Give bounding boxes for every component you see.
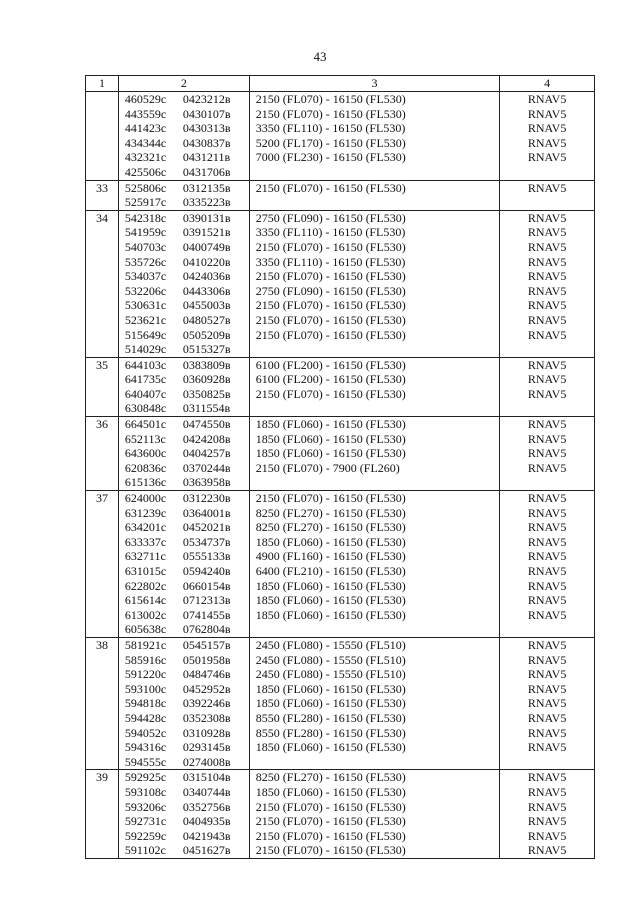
altitude-range: 2150 (FL070) - 7900 (FL260) — [255, 460, 400, 475]
coordinates-cell — [118, 92, 249, 181]
coordinate-point — [125, 843, 249, 858]
latitude: 591102с — [124, 843, 166, 858]
coordinate-point — [125, 622, 249, 637]
longitude: 0312230в — [182, 491, 231, 506]
coordinates-cell — [118, 637, 249, 769]
route-group-row — [86, 417, 595, 491]
altitude-range: 8550 (FL280) - 16150 (FL530) — [255, 710, 406, 725]
route-group-row — [86, 491, 595, 638]
longitude: 0350825в — [182, 386, 231, 401]
altitude-range: 2150 (FL070) - 16150 (FL530) — [255, 491, 406, 506]
coordinate-point — [125, 181, 249, 196]
altitude-range: 2150 (FL070) - 16150 (FL530) — [255, 327, 406, 342]
nav-spec: RNAV5 — [527, 578, 567, 593]
nav-spec: RNAV5 — [527, 607, 567, 622]
coordinate-point — [125, 829, 249, 844]
latitude: 613002с — [124, 607, 167, 622]
longitude: 0480527в — [182, 312, 231, 327]
nav-spec: RNAV5 — [527, 135, 567, 150]
latitude: 515649с — [124, 327, 167, 342]
nav-spec: RNAV5 — [527, 534, 567, 549]
coordinate-point — [125, 240, 249, 255]
route-group-row — [86, 770, 595, 859]
coordinate-point — [125, 121, 249, 136]
nav-spec: RNAV5 — [527, 106, 567, 121]
altitude-range: 8550 (FL280) - 16150 (FL530) — [255, 725, 406, 740]
nav-spec: RNAV5 — [527, 505, 567, 520]
nav-spec: RNAV5 — [527, 814, 567, 829]
longitude: 0474550в — [182, 417, 231, 432]
route-group-row — [86, 180, 595, 210]
coordinate-point — [125, 564, 249, 579]
altitude-range: 2150 (FL070) - 16150 (FL530) — [255, 386, 406, 401]
route-number: 38 — [86, 637, 119, 769]
longitude: 0363958в — [182, 475, 231, 490]
longitude: 0443306в — [182, 283, 231, 298]
nav-spec: RNAV5 — [527, 92, 567, 106]
coordinate-point — [125, 461, 249, 476]
nav-spec: RNAV5 — [527, 564, 567, 578]
longitude: 0762804в — [182, 622, 231, 637]
longitude: 0545157в — [182, 637, 231, 652]
header-col-1: 1 — [86, 76, 119, 92]
route-group-row — [86, 637, 595, 769]
latitude: 593108с — [124, 784, 167, 799]
coordinate-point — [125, 342, 249, 357]
altitude-range: 1850 (FL060) - 16150 (FL530) — [255, 446, 406, 461]
coordinates-cell — [118, 417, 249, 491]
latitude: 622802с — [124, 578, 167, 593]
nav-spec-cell — [500, 180, 595, 210]
coordinate-point — [125, 667, 249, 682]
altitude-cell — [249, 180, 499, 210]
longitude: 0315104в — [182, 770, 231, 785]
nav-spec-cell — [500, 417, 595, 491]
latitude: 594316с — [124, 740, 167, 755]
altitude-range: 1850 (FL060) - 16150 (FL530) — [255, 431, 406, 446]
latitude: 631015с — [124, 564, 167, 578]
coordinate-point — [125, 653, 249, 668]
latitude: 530631с — [124, 298, 167, 313]
latitude: 523621с — [124, 312, 167, 327]
longitude: 0274008в — [182, 754, 231, 769]
coordinate-point — [125, 417, 249, 432]
nav-spec: RNAV5 — [527, 446, 567, 461]
latitude: 615136с — [124, 475, 167, 490]
altitude-range: 2150 (FL070) - 16150 (FL530) — [255, 312, 406, 327]
latitude: 624000с — [124, 491, 167, 506]
longitude: 0430313в — [182, 121, 231, 136]
route-number: 37 — [86, 491, 119, 638]
coordinate-point — [125, 225, 249, 240]
coordinate-point — [125, 638, 249, 653]
longitude: 0505209в — [182, 327, 231, 342]
coordinate-point — [125, 446, 249, 461]
latitude: 425506с — [124, 164, 167, 179]
altitude-range: 1850 (FL060) - 16150 (FL530) — [255, 417, 406, 432]
longitude: 0311554в — [182, 401, 231, 416]
coordinate-point — [125, 92, 249, 107]
latitude: 632711с — [124, 549, 166, 564]
altitude-range: 1850 (FL060) - 16150 (FL530) — [255, 681, 406, 696]
coordinate-point — [125, 211, 249, 226]
latitude: 630848с — [124, 401, 167, 416]
nav-spec: RNAV5 — [527, 298, 567, 313]
nav-spec: RNAV5 — [527, 549, 567, 564]
latitude: 585916с — [124, 652, 167, 667]
nav-spec: RNAV5 — [527, 520, 567, 535]
longitude: 0451627в — [182, 843, 231, 858]
header-row — [86, 76, 595, 92]
latitude: 594818с — [124, 696, 167, 711]
coordinate-point — [125, 549, 249, 564]
altitude-range: 1850 (FL060) - 16150 (FL530) — [255, 607, 406, 622]
nav-spec-cell — [500, 637, 595, 769]
nav-spec: RNAV5 — [527, 696, 567, 711]
latitude: 631239с — [124, 505, 167, 520]
longitude: 0310928в — [182, 725, 231, 740]
latitude: 432321с — [124, 150, 167, 165]
altitude-range: 1850 (FL060) - 16150 (FL530) — [255, 578, 406, 593]
header-col-2: 2 — [118, 76, 249, 92]
altitude-cell — [249, 210, 499, 357]
latitude: 594052с — [124, 725, 167, 740]
longitude: 0430837в — [182, 135, 231, 150]
longitude: 0712313в — [182, 593, 231, 608]
coordinate-point — [125, 726, 249, 741]
longitude: 0594240в — [182, 564, 231, 578]
nav-spec: RNAV5 — [527, 652, 567, 667]
latitude: 514029с — [124, 342, 167, 357]
nav-spec-cell — [500, 92, 595, 181]
altitude-range: 2150 (FL070) - 16150 (FL530) — [255, 106, 406, 121]
coordinate-point — [125, 372, 249, 387]
altitude-range: 2150 (FL070) - 16150 (FL530) — [255, 92, 406, 106]
longitude: 0404935в — [182, 814, 231, 829]
latitude: 640407с — [124, 386, 167, 401]
coordinate-point — [125, 740, 249, 755]
coordinate-point — [125, 328, 249, 343]
altitude-range: 2150 (FL070) - 16150 (FL530) — [255, 828, 406, 843]
altitude-range: 2150 (FL070) - 16150 (FL530) — [255, 799, 406, 814]
longitude: 0424208в — [182, 431, 231, 446]
coordinate-point — [125, 432, 249, 447]
route-table — [85, 75, 595, 859]
longitude: 0293145в — [182, 740, 231, 755]
coordinate-point — [125, 358, 249, 373]
coordinate-point — [125, 682, 249, 697]
altitude-cell — [249, 92, 499, 181]
nav-spec: RNAV5 — [527, 799, 567, 814]
longitude: 0534737в — [182, 534, 231, 549]
nav-spec: RNAV5 — [527, 269, 567, 284]
nav-spec: RNAV5 — [527, 225, 567, 240]
coordinate-point — [125, 401, 249, 416]
coordinates-cell — [118, 357, 249, 416]
longitude: 0455003в — [182, 298, 231, 313]
coordinate-point — [125, 608, 249, 623]
longitude: 0431706в — [182, 164, 231, 179]
latitude: 641735с — [124, 372, 167, 387]
table-body — [86, 92, 595, 859]
altitude-cell — [249, 637, 499, 769]
latitude: 441423с — [124, 121, 167, 136]
altitude-cell — [249, 357, 499, 416]
nav-spec: RNAV5 — [527, 593, 567, 608]
nav-spec: RNAV5 — [527, 283, 567, 298]
altitude-range: 8250 (FL270) - 16150 (FL530) — [255, 505, 406, 520]
coordinate-point — [125, 107, 249, 122]
coordinate-point — [125, 284, 249, 299]
route-number: 33 — [86, 180, 119, 210]
altitude-cell — [249, 491, 499, 638]
coordinate-point — [125, 269, 249, 284]
longitude: 0452952в — [182, 681, 231, 696]
longitude: 0423212в — [182, 92, 231, 106]
latitude: 605638с — [124, 622, 167, 637]
altitude-range: 3350 (FL110) - 16150 (FL530) — [255, 121, 406, 136]
altitude-range: 8250 (FL270) - 16150 (FL530) — [255, 520, 406, 535]
nav-spec: RNAV5 — [527, 637, 567, 652]
nav-spec-cell — [500, 357, 595, 416]
route-group-row — [86, 92, 595, 181]
altitude-range: 6100 (FL200) - 16150 (FL530) — [255, 372, 406, 387]
longitude: 0360928в — [182, 372, 231, 387]
altitude-range: 3350 (FL110) - 16150 (FL530) — [255, 254, 406, 269]
nav-spec: RNAV5 — [527, 740, 567, 755]
latitude: 460529с — [124, 92, 167, 106]
nav-spec: RNAV5 — [527, 681, 567, 696]
coordinate-point — [125, 755, 249, 770]
nav-spec: RNAV5 — [527, 491, 567, 506]
header-col-3: 3 — [249, 76, 499, 92]
longitude: 0741455в — [182, 607, 231, 622]
altitude-range: 2150 (FL070) - 16150 (FL530) — [255, 814, 406, 829]
longitude: 0660154в — [182, 578, 231, 593]
altitude-range: 6400 (FL210) - 16150 (FL530) — [255, 564, 406, 578]
header-col-4: 4 — [500, 76, 595, 92]
altitude-range: 5200 (FL170) - 16150 (FL530) — [255, 135, 406, 150]
coordinates-cell — [118, 770, 249, 859]
altitude-range: 7000 (FL230) - 16150 (FL530) — [255, 150, 406, 165]
nav-spec: RNAV5 — [527, 210, 567, 225]
altitude-range: 2150 (FL070) - 16150 (FL530) — [255, 298, 406, 313]
coordinate-point — [125, 696, 249, 711]
altitude-range: 2450 (FL080) - 15550 (FL510) — [255, 652, 406, 667]
coordinate-point — [125, 814, 249, 829]
altitude-range: 1850 (FL060) - 16150 (FL530) — [255, 784, 406, 799]
nav-spec: RNAV5 — [527, 372, 567, 387]
latitude: 652113с — [124, 431, 166, 446]
latitude: 594555с — [124, 754, 167, 769]
longitude: 0501958в — [182, 652, 231, 667]
altitude-range: 1850 (FL060) - 16150 (FL530) — [255, 534, 406, 549]
coordinate-point — [125, 195, 249, 210]
latitude: 634201с — [124, 520, 167, 535]
coordinate-point — [125, 136, 249, 151]
latitude: 592731с — [124, 814, 167, 829]
nav-spec: RNAV5 — [527, 239, 567, 254]
latitude: 593206с — [124, 799, 167, 814]
longitude: 0424036в — [182, 269, 231, 284]
route-number: 36 — [86, 417, 119, 491]
coordinate-point — [125, 711, 249, 726]
longitude: 0340744в — [182, 784, 231, 799]
nav-spec: RNAV5 — [527, 460, 567, 475]
nav-spec-cell — [500, 210, 595, 357]
longitude: 0400749в — [182, 239, 231, 254]
coordinate-point — [125, 387, 249, 402]
longitude: 0430107в — [182, 106, 231, 121]
nav-spec: RNAV5 — [527, 828, 567, 843]
nav-spec: RNAV5 — [527, 180, 567, 195]
coordinate-point — [125, 535, 249, 550]
nav-spec: RNAV5 — [527, 667, 567, 682]
nav-spec: RNAV5 — [527, 254, 567, 269]
latitude: 664501с — [124, 417, 167, 432]
coordinate-point — [125, 165, 249, 180]
nav-spec: RNAV5 — [527, 770, 567, 785]
altitude-range: 2450 (FL080) - 15550 (FL510) — [255, 637, 406, 652]
nav-spec-cell — [500, 770, 595, 859]
longitude: 0555133в — [182, 549, 231, 564]
latitude: 592259с — [124, 828, 167, 843]
longitude: 0352308в — [182, 710, 231, 725]
altitude-range: 2450 (FL080) - 15550 (FL510) — [255, 667, 406, 682]
altitude-range: 1850 (FL060) - 16150 (FL530) — [255, 593, 406, 608]
longitude: 0364001в — [182, 505, 231, 520]
nav-spec: RNAV5 — [527, 725, 567, 740]
coordinate-point — [125, 800, 249, 815]
altitude-range: 3350 (FL110) - 16150 (FL530) — [255, 225, 406, 240]
altitude-range: 1850 (FL060) - 16150 (FL530) — [255, 696, 406, 711]
coordinate-point — [125, 475, 249, 490]
route-number: 35 — [86, 357, 119, 416]
latitude: 434344с — [124, 135, 167, 150]
coordinate-point — [125, 491, 249, 506]
longitude: 0370244в — [182, 460, 231, 475]
nav-spec: RNAV5 — [527, 784, 567, 799]
coordinates-cell — [118, 491, 249, 638]
altitude-cell — [249, 417, 499, 491]
latitude: 633337с — [124, 534, 167, 549]
latitude: 535726с — [124, 254, 167, 269]
coordinate-point — [125, 770, 249, 785]
longitude: 0312135в — [182, 180, 231, 195]
coordinate-point — [125, 506, 249, 521]
nav-spec: RNAV5 — [527, 843, 567, 858]
coordinate-point — [125, 520, 249, 535]
route-number — [86, 92, 119, 181]
table-header — [86, 76, 595, 92]
longitude: 0390131в — [182, 210, 231, 225]
coordinate-point — [125, 255, 249, 270]
longitude: 0421943в — [182, 828, 231, 843]
coordinate-point — [125, 593, 249, 608]
altitude-cell — [249, 770, 499, 859]
altitude-range: 6100 (FL200) - 16150 (FL530) — [255, 357, 406, 372]
latitude: 525917с — [124, 195, 167, 210]
longitude: 0352756в — [182, 799, 231, 814]
route-group-row — [86, 357, 595, 416]
coordinate-point — [125, 150, 249, 165]
altitude-range: 4900 (FL160) - 16150 (FL530) — [255, 549, 406, 564]
coordinate-point — [125, 579, 249, 594]
longitude: 0452021в — [182, 520, 231, 535]
nav-spec-cell — [500, 491, 595, 638]
altitude-range: 8250 (FL270) - 16150 (FL530) — [255, 770, 406, 785]
coordinate-point — [125, 785, 249, 800]
altitude-range: 2150 (FL070) - 16150 (FL530) — [255, 843, 406, 858]
altitude-range: 1850 (FL060) - 16150 (FL530) — [255, 740, 406, 755]
longitude: 0410220в — [182, 254, 231, 269]
nav-spec: RNAV5 — [527, 150, 567, 165]
altitude-range: 2150 (FL070) - 16150 (FL530) — [255, 239, 406, 254]
nav-spec: RNAV5 — [527, 417, 567, 432]
nav-spec: RNAV5 — [527, 710, 567, 725]
longitude: 0335223в — [182, 195, 231, 210]
route-number: 39 — [86, 770, 119, 859]
nav-spec: RNAV5 — [527, 386, 567, 401]
longitude: 0515327в — [182, 342, 231, 357]
coordinate-point — [125, 313, 249, 328]
latitude: 594428с — [124, 710, 167, 725]
nav-spec: RNAV5 — [527, 357, 567, 372]
latitude: 581921с — [124, 637, 167, 652]
route-group-row — [86, 210, 595, 357]
nav-spec: RNAV5 — [527, 312, 567, 327]
nav-spec: RNAV5 — [527, 121, 567, 136]
longitude: 0431211в — [182, 150, 231, 165]
latitude: 592925с — [124, 770, 167, 785]
altitude-range: 2750 (FL090) - 16150 (FL530) — [255, 210, 406, 225]
altitude-range: 2150 (FL070) - 16150 (FL530) — [255, 269, 406, 284]
page-number: 43 — [313, 49, 327, 64]
longitude: 0484746в — [182, 667, 231, 682]
coordinate-point — [125, 298, 249, 313]
nav-spec: RNAV5 — [527, 327, 567, 342]
latitude: 620836с — [124, 460, 167, 475]
latitude: 541959с — [124, 225, 167, 240]
latitude: 644103с — [124, 357, 167, 372]
coordinates-cell — [118, 180, 249, 210]
coordinates-cell — [118, 210, 249, 357]
latitude: 615614с — [124, 593, 167, 608]
latitude: 540703с — [124, 239, 167, 254]
latitude: 534037с — [124, 269, 167, 284]
latitude: 591220с — [124, 667, 167, 682]
altitude-range: 2750 (FL090) - 16150 (FL530) — [255, 283, 406, 298]
latitude: 643600с — [124, 446, 167, 461]
longitude: 0391521в — [182, 225, 231, 240]
longitude: 0383809в — [182, 357, 231, 372]
longitude: 0404257в — [182, 446, 231, 461]
latitude: 593100с — [124, 681, 167, 696]
longitude: 0392246в — [182, 696, 231, 711]
latitude: 542318с — [124, 210, 167, 225]
altitude-range: 2150 (FL070) - 16150 (FL530) — [255, 180, 406, 195]
route-number: 34 — [86, 210, 119, 357]
latitude: 532206с — [124, 283, 167, 298]
latitude: 443559с — [124, 106, 167, 121]
nav-spec: RNAV5 — [527, 431, 567, 446]
latitude: 525806с — [124, 180, 167, 195]
